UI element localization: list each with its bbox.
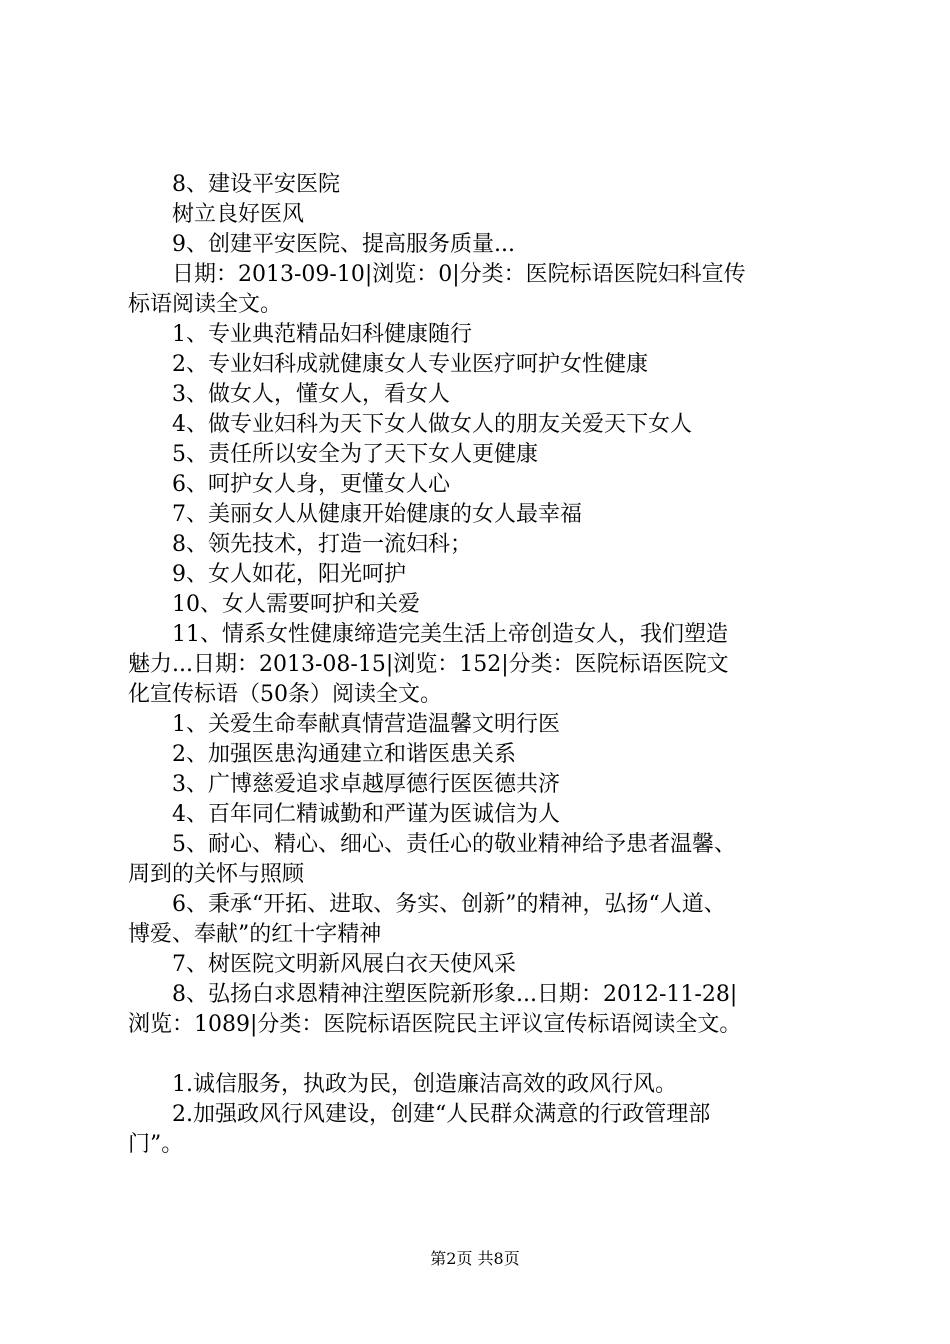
text-line: 门”。 xyxy=(128,1132,184,1157)
text-line: 化宣传标语（50条）阅读全文。 xyxy=(128,682,442,707)
text-line: 4、做专业妇科为天下女人做女人的朋友关爱天下女人 xyxy=(172,412,692,437)
text-line: 8、弘扬白求恩精神注塑医院新形象...日期：2012-11-28| xyxy=(172,982,738,1007)
text-line: 博爱、奉献”的红十字精神 xyxy=(128,922,382,947)
text-line: 1、专业典范精品妇科健康随行 xyxy=(172,322,472,347)
text-line: 2、加强医患沟通建立和谐医患关系 xyxy=(172,742,516,767)
text-line: 6、秉承“开拓、进取、务实、创新”的精神，弘扬“人道、 xyxy=(172,892,726,917)
text-line: 浏览：1089|分类：医院标语医院民主评议宣传标语阅读全文。 xyxy=(128,1012,742,1037)
text-line: 11、情系女性健康缔造完美生活上帝创造女人，我们塑造 xyxy=(172,622,728,647)
text-line: 1.诚信服务，执政为民，创造廉洁高效的政风行风。 xyxy=(172,1072,677,1097)
text-line: 6、呵护女人身，更懂女人心 xyxy=(172,472,450,497)
text-line: 7、树医院文明新风展白衣天使风采 xyxy=(172,952,516,977)
text-line: 8、领先技术，打造一流妇科； xyxy=(172,532,472,557)
page-footer: 第2页 共8页 xyxy=(430,1249,520,1268)
text-line: 3、广博慈爱追求卓越厚德行医医德共济 xyxy=(172,772,560,797)
text-line: 日期：2013-09-10|浏览：0|分类：医院标语医院妇科宣传 xyxy=(172,262,746,287)
text-line: 9、女人如花，阳光呵护 xyxy=(172,562,406,587)
text-line: 5、责任所以安全为了天下女人更健康 xyxy=(172,442,538,467)
document-body xyxy=(128,170,828,1160)
text-line: 9、创建平安医院、提高服务质量... xyxy=(172,232,515,257)
text-line: 10、女人需要呵护和关爱 xyxy=(172,592,420,617)
text-line: 4、百年同仁精诚勤和严谨为医诚信为人 xyxy=(172,802,560,827)
text-line: 标语阅读全文。 xyxy=(128,292,283,317)
text-line: 2、专业妇科成就健康女人专业医疗呵护女性健康 xyxy=(172,352,648,377)
paragraph-gap xyxy=(128,1040,828,1070)
text-line: 2.加强政风行风建设，创建“人民群众满意的行政管理部 xyxy=(172,1102,711,1127)
text-line: 3、做女人，懂女人，看女人 xyxy=(172,382,450,407)
text-line: 1、关爱生命奉献真情营造温馨文明行医 xyxy=(172,712,560,737)
text-line: 5、耐心、精心、细心、责任心的敬业精神给予患者温馨、 xyxy=(172,832,736,857)
text-line: 魅力...日期：2013-08-15|浏览：152|分类：医院标语医院文 xyxy=(128,652,729,677)
text-line: 7、美丽女人从健康开始健康的女人最幸福 xyxy=(172,502,582,527)
text-line: 树立良好医风 xyxy=(172,202,305,227)
text-line: 8、建设平安医院 xyxy=(172,172,340,197)
text-line: 周到的关怀与照顾 xyxy=(128,862,305,887)
